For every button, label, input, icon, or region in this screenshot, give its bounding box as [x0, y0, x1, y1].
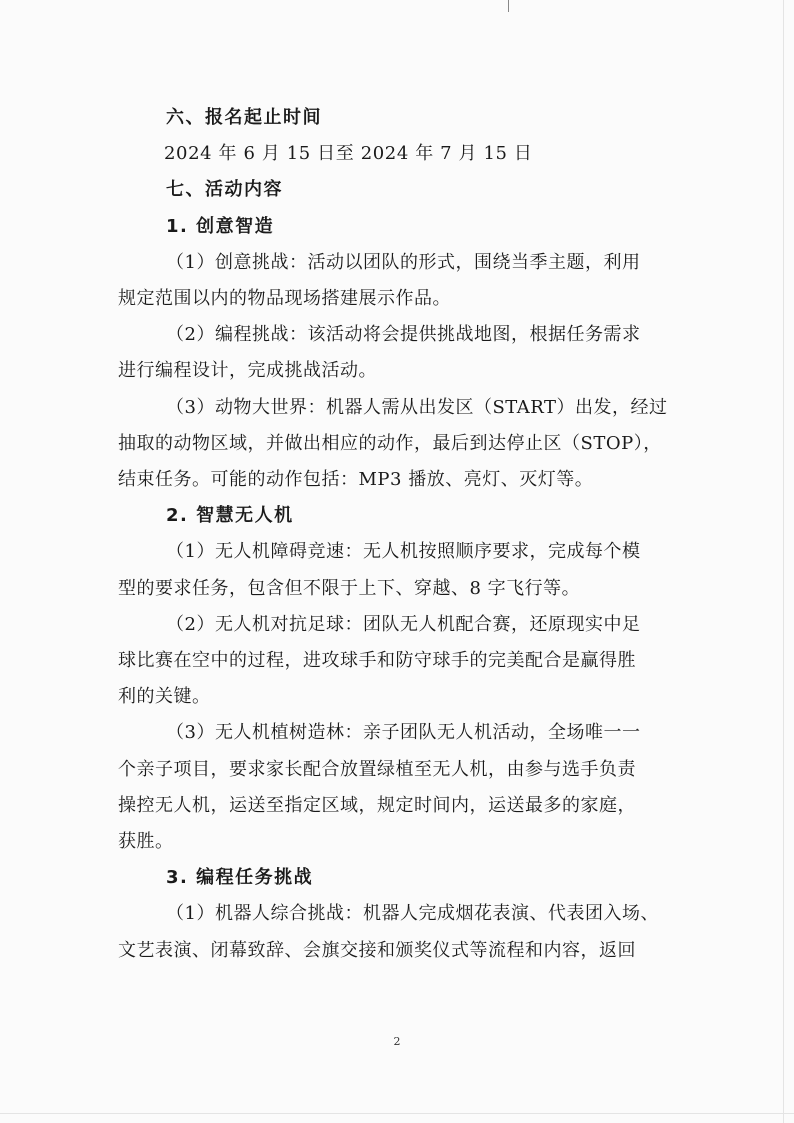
subsection-heading: 2. 智慧无人机 [166, 505, 294, 527]
paragraph-line: 球比赛在空中的过程，进攻球手和防守球手的完美配合是赢得胜 [118, 650, 636, 672]
paragraph-line: 抽取的动物区域，并做出相应的动作，最后到达停止区（STOP）， [118, 432, 662, 454]
paragraph-line: （2）编程挑战：该活动将会提供挑战地图，根据任务需求 [166, 324, 641, 346]
paragraph-line: 文艺表演、闭幕致辞、会旗交接和颁奖仪式等流程和内容，返回 [118, 939, 636, 961]
scan-mark [508, 0, 509, 12]
paragraph-line: 型的要求任务，包含但不限于上下、穿越、8 字飞行等。 [118, 577, 581, 599]
paragraph-line: （1）创意挑战：活动以团队的形式，围绕当季主题，利用 [166, 251, 641, 273]
paragraph-line: 操控无人机，运送至指定区域，规定时间内，运送最多的家庭， [118, 794, 636, 816]
paragraph-line: 利的关键。 [118, 686, 211, 708]
paragraph-line: 获胜。 [118, 831, 174, 853]
paragraph-line: （3）动物大世界：机器人需从出发区（START）出发，经过 [166, 396, 668, 418]
paragraph-line: （3）无人机植树造林：亲子团队无人机活动，全场唯一一 [166, 722, 641, 744]
paragraph-line: 规定范围以内的物品现场搭建展示作品。 [118, 288, 451, 310]
scan-edge-right [783, 0, 784, 1123]
section-heading: 七、活动内容 [166, 179, 283, 201]
registration-dates: 2024 年 6 月 15 日至 2024 年 7 月 15 日 [164, 143, 533, 165]
subsection-heading: 3. 编程任务挑战 [166, 867, 314, 889]
page-number: 2 [393, 1035, 401, 1048]
paragraph-line: 进行编程设计，完成挑战活动。 [118, 360, 377, 382]
paragraph-line: （1）机器人综合挑战：机器人完成烟花表演、代表团入场、 [166, 903, 659, 925]
paragraph-line: 个亲子项目，要求家长配合放置绿植至无人机，由参与选手负责 [118, 758, 636, 780]
document-body [118, 100, 678, 969]
paragraph-line: （2）无人机对抗足球：团队无人机配合赛，还原现实中足 [166, 613, 641, 635]
scan-edge-bottom [0, 1113, 794, 1114]
paragraph-line: 结束任务。可能的动作包括：MP3 播放、亮灯、灭灯等。 [118, 469, 594, 491]
subsection-heading: 1. 创意智造 [166, 215, 275, 237]
section-heading: 六、报名起止时间 [166, 107, 322, 128]
paragraph-line: （1）无人机障碍竞速：无人机按照顺序要求，完成每个模 [166, 541, 641, 563]
